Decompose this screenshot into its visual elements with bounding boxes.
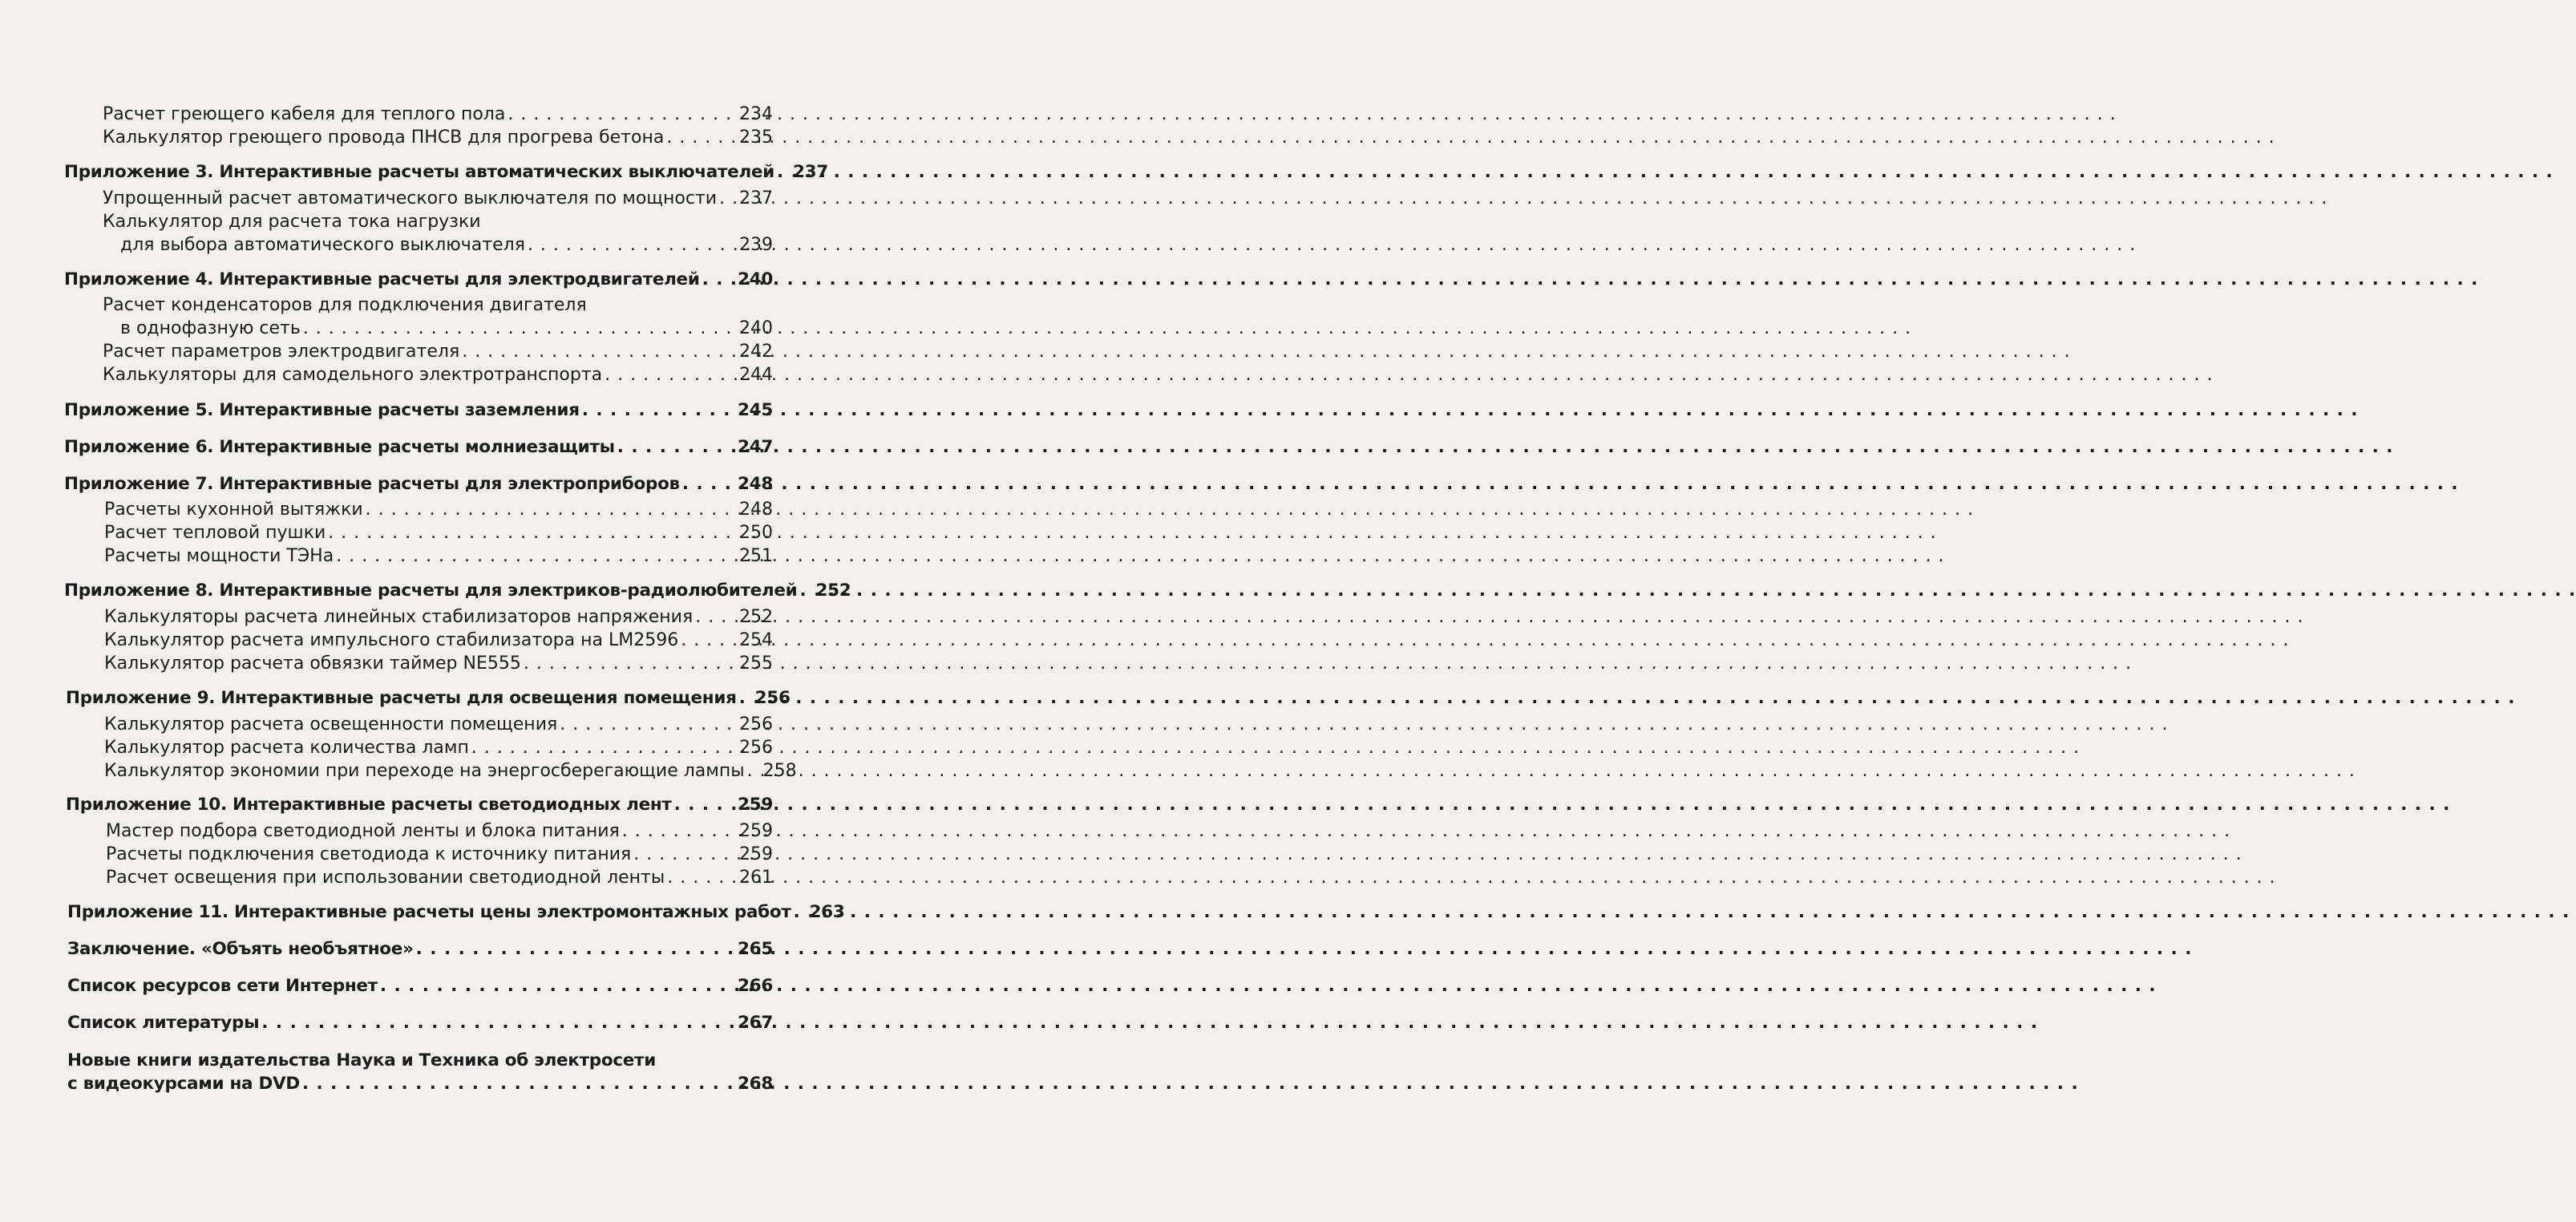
toc-entry-page: 242: [739, 342, 773, 362]
toc-entry-title: Калькуляторы расчета линейных стабилизаторов напряжения: [104, 607, 694, 627]
toc-entry-title: для выбора автоматического выключателя: [120, 235, 525, 255]
toc-section-page: 237: [792, 162, 828, 182]
toc-section: [0, 162, 828, 182]
toc-entry: [0, 188, 802, 208]
toc-section: [0, 437, 802, 457]
toc-entry-title: Расчет параметров электродвигателя: [103, 342, 460, 362]
toc-entry: [0, 844, 802, 864]
toc-section: [0, 1013, 802, 1033]
toc-section: [0, 795, 802, 815]
toc-entry-page: 248: [739, 500, 773, 520]
toc-entry: [0, 127, 802, 148]
toc-section-page: 248: [738, 474, 773, 494]
toc-section: [0, 976, 802, 996]
toc-entry: [0, 653, 802, 674]
toc-section-title: Приложение 11. Интерактивные расчеты цены электромонтажных работ: [67, 902, 791, 922]
toc-entry-title: Расчеты мощности ТЭНа: [104, 546, 334, 566]
toc-entry-page: 254: [739, 630, 773, 650]
toc-entry-title: Калькулятор экономии при переходе на энергосберегающие лампы: [104, 761, 745, 781]
toc-entry-continuation: [0, 318, 802, 338]
toc-section-title: Приложение 6. Интерактивные расчеты молниезащиты: [64, 437, 615, 457]
toc-entry-title: Калькулятор греющего провода ПНСВ для прогрева бетона: [103, 127, 665, 148]
toc-section: [0, 902, 845, 922]
toc-section-continuation: [0, 1074, 802, 1094]
toc-entry-title: Расчет освещения при использовании светодиодной ленты: [106, 868, 665, 888]
toc-entry: [0, 365, 802, 385]
toc-entry-title: Калькулятор расчета количества ламп: [104, 738, 469, 758]
toc-section: [0, 1050, 802, 1070]
toc-entry-title: Калькулятор для расчета тока нагрузки: [103, 212, 481, 232]
toc-section-title: Приложение 9. Интерактивные расчеты для освещения помещения: [66, 688, 737, 708]
toc-entry-title: Расчет тепловой пушки: [104, 523, 326, 543]
toc-entry: [0, 607, 802, 627]
toc-section-page: 247: [738, 437, 773, 457]
toc-section-page: 263: [809, 902, 845, 922]
toc-section-page: 268: [738, 1074, 773, 1094]
toc-section-title: Список ресурсов сети Интернет: [67, 976, 378, 996]
toc-entry-title: Расчет греющего кабеля для теплого пола: [103, 104, 506, 124]
toc-section-page: 266: [738, 976, 773, 996]
toc-entry: [0, 738, 802, 758]
toc-section-page: 245: [738, 400, 773, 420]
toc-entry: [0, 546, 802, 566]
toc-section-title: Приложение 3. Интерактивные расчеты автоматических выключателей: [64, 162, 774, 182]
toc-entry-page: 244: [739, 365, 773, 385]
toc-section-title: Новые книги издательства Наука и Техника об электросети: [67, 1050, 656, 1070]
toc-entry: [0, 821, 802, 841]
toc-section-title: Приложение 5. Интерактивные расчеты заземления: [64, 400, 580, 420]
toc-entry-title: Мастер подбора светодиодной ленты и блока питания: [106, 821, 620, 841]
toc-entry-page: 256: [739, 738, 773, 758]
toc-entry: [0, 104, 802, 124]
toc-section-title: Список литературы: [67, 1013, 260, 1033]
toc-section-page: 252: [815, 581, 851, 601]
toc-entry-title: Калькулятор расчета обвязки таймер NE555: [104, 653, 521, 674]
toc-section: [0, 688, 802, 708]
toc-entry-page: 256: [739, 714, 773, 734]
toc-entry-page: 259: [739, 821, 773, 841]
toc-entry-page: 252: [739, 607, 773, 627]
toc-section: [0, 269, 802, 289]
toc-entry: [0, 714, 802, 734]
toc-section-title: Приложение 10. Интерактивные расчеты светодиодных лент: [66, 795, 672, 815]
toc-entry-page: 240: [739, 318, 773, 338]
toc-entry: [0, 342, 802, 362]
toc-entry-title: в однофазную сеть: [120, 318, 301, 338]
toc-entry-title: Расчет конденсаторов для подключения двигателя: [103, 295, 587, 315]
toc-entry-title: Калькуляторы для самодельного электротранспорта: [103, 365, 603, 385]
toc-section-page: 240: [738, 269, 773, 289]
toc-section: [0, 939, 802, 959]
toc-section-page: 256: [754, 688, 791, 708]
toc-entry: [0, 295, 802, 315]
toc-section: [0, 400, 802, 420]
toc-entry: [0, 868, 802, 888]
toc-entry-title: Упрощенный расчет автоматического выключателя по мощности: [103, 188, 718, 208]
toc-entry-title: Калькулятор расчета освещенности помещения: [104, 714, 558, 734]
toc-section-title: Приложение 8. Интерактивные расчеты для электриков-радиолюбителей: [64, 581, 798, 601]
toc-entry: [0, 212, 802, 232]
toc-entry-page: 239: [739, 235, 773, 255]
toc-section-page: 267: [738, 1013, 773, 1033]
toc-entry-page: 251: [739, 546, 773, 566]
toc-entry-title: Калькулятор расчета импульсного стабилизатора на LM2596: [104, 630, 679, 650]
toc-entry: [0, 761, 802, 781]
book-page: [0, 0, 851, 1222]
toc-entry: [0, 630, 802, 650]
toc-entry-page: 259: [739, 844, 773, 864]
toc-entry-page: 234: [739, 104, 773, 124]
toc-section: [0, 581, 851, 601]
toc-entry-page: 237: [739, 188, 773, 208]
toc-section-page: 265: [738, 939, 773, 959]
toc-section-page: 259: [738, 795, 773, 815]
toc-section-title: с видеокурсами на DVD: [67, 1074, 300, 1094]
toc-entry-continuation: [0, 235, 802, 255]
toc-entry-title: Расчеты подключения светодиода к источнику питания: [106, 844, 632, 864]
toc-section-title: Приложение 7. Интерактивные расчеты для электроприборов: [64, 474, 680, 494]
table-of-contents: [0, 0, 851, 1222]
toc-entry-page: 261: [739, 868, 773, 888]
toc-entry: [0, 500, 802, 520]
toc-section-title: Заключение. «Объять необъятное»: [67, 939, 414, 959]
toc-section: [0, 474, 802, 494]
toc-section-title: Приложение 4. Интерактивные расчеты для электродвигателей: [64, 269, 700, 289]
toc-entry: [0, 523, 802, 543]
toc-entry-page: 255: [739, 653, 773, 674]
toc-entry-page: 250: [739, 523, 773, 543]
toc-entry-page: 235: [739, 127, 773, 148]
toc-entry-title: Расчеты кухонной вытяжки: [104, 500, 363, 520]
toc-entry-page: 258: [762, 761, 797, 781]
